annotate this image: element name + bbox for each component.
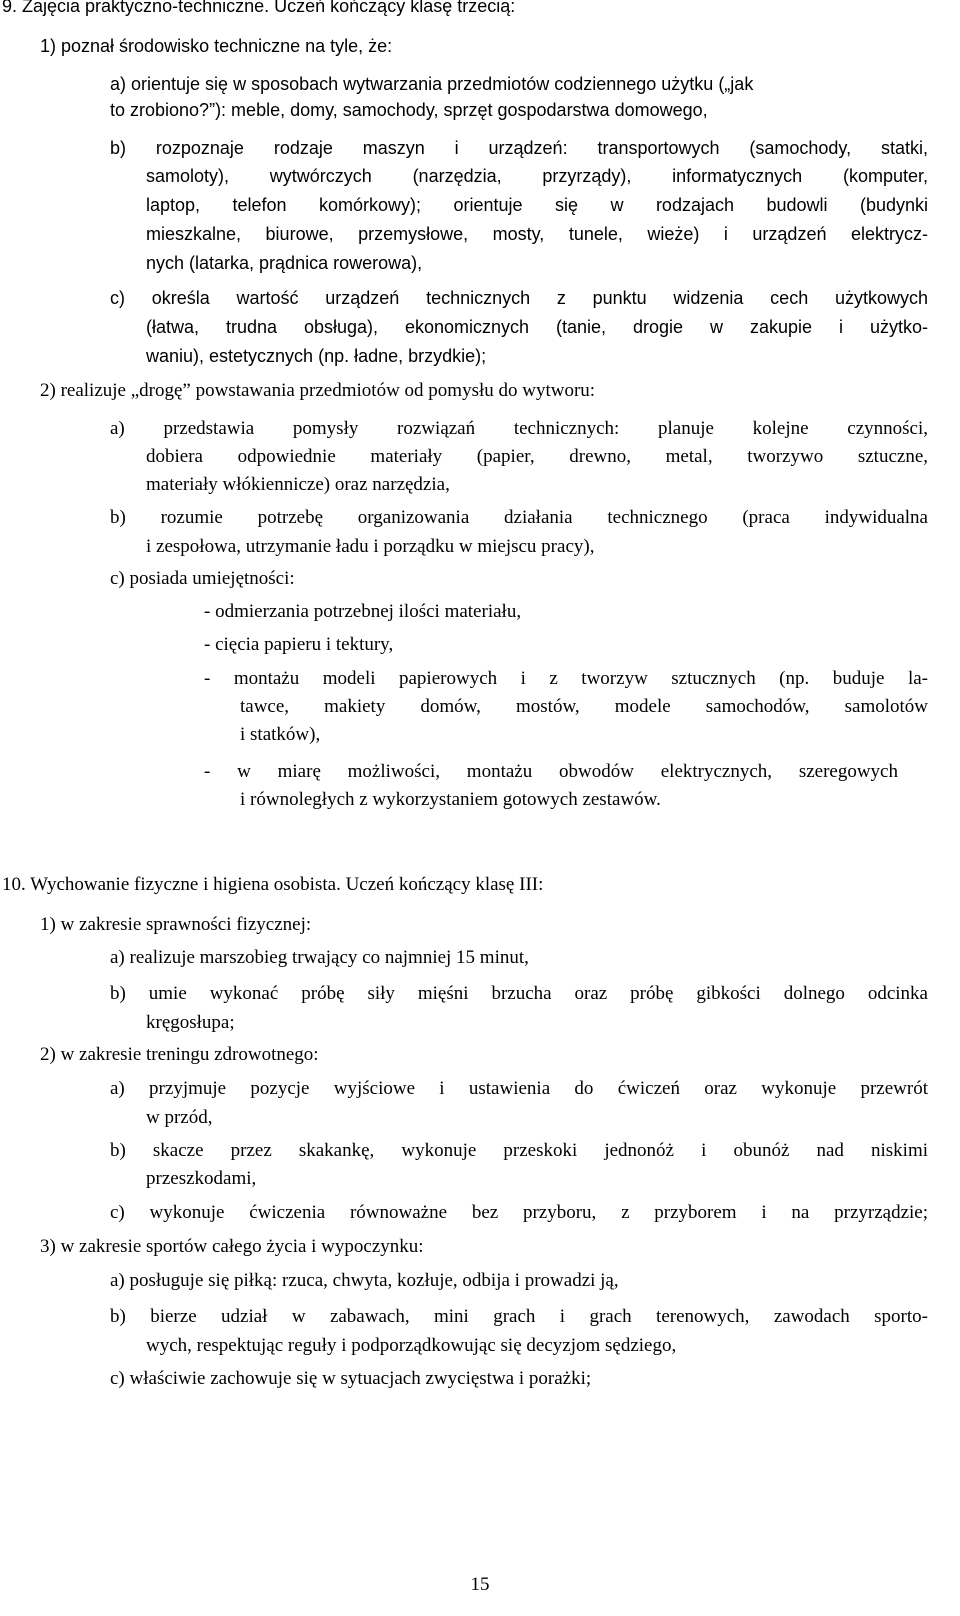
list-item: 2) w zakresie treningu zdrowotnego: (40, 1044, 319, 1065)
dash-item: - w miarę możliwości, montażu obwodów elektrycznych, szeregowych (204, 761, 898, 782)
list-item: b) skacze przez skakankę, wykonuje przeskoki jednonóż i obunóż nad niskimi (110, 1140, 928, 1161)
list-item-continuation: laptop, telefon komórkowy); orientuje się w rodzajach budowli (budynki (146, 195, 928, 215)
list-item: 1) poznał środowisko techniczne na tyle, że: (40, 36, 393, 56)
list-item: b) rozumie potrzebę organizowania działania technicznego (praca indywidualna (110, 507, 928, 528)
list-item: a) przyjmuje pozycje wyjściowe i ustawienia do ćwiczeń oraz wykonuje przewrót (110, 1078, 928, 1099)
section-intro: Uczeń kończący klasę III: (340, 874, 544, 895)
list-item-continuation: (łatwa, trudna obsługa), ekonomicznych (tanie, drogie w zakupie i użytko- (146, 317, 928, 337)
list-item: a) realizuje marszobieg trwający co najmniej 15 minut, (110, 947, 529, 968)
list-item: b) umie wykonać próbę siły mięśni brzucha oraz próbę gibkości dolnego odcinka (110, 983, 928, 1004)
dash-item: - odmierzania potrzebnej ilości materiału, (204, 601, 522, 622)
list-item: 1) w zakresie sprawności fizycznej: (40, 914, 312, 935)
section-title: 9. Zajęcia praktyczno-techniczne. (2, 0, 270, 16)
list-item: 2) realizuje „drogę” powstawania przedmiotów od pomysłu do wytworu: (40, 380, 596, 401)
list-item-continuation: wych, respektując reguły i podporządkowując się decyzjom sędziego, (146, 1335, 677, 1356)
dash-item-continuation: i równoległych z wykorzystaniem gotowych zestawów. (240, 789, 661, 810)
dash-item-continuation: i statków), (240, 724, 321, 745)
list-item-continuation: kręgosłupa; (146, 1012, 235, 1033)
list-item-continuation: waniu), estetycznych (np. ładne, brzydkie); (146, 346, 487, 366)
list-item: a) przedstawia pomysły rozwiązań technicznych: planuje kolejne czynności, (110, 418, 928, 439)
list-item-continuation: nych (latarka, prądnica rowerowa), (146, 253, 423, 273)
list-item-continuation: dobiera odpowiednie materiały (papier, drewno, metal, tworzywo sztuczne, (146, 446, 928, 467)
section-heading (2, 873, 543, 897)
list-item-continuation: to zrobiono?”): meble, domy, samochody, sprzęt gospodarstwa domowego, (110, 100, 708, 120)
list-item: c) posiada umiejętności: (110, 568, 295, 589)
dash-item: - montażu modeli papierowych i z tworzyw sztucznych (np. buduje la- (204, 668, 928, 689)
list-item: b) rozpoznaje rodzaje maszyn i urządzeń: transportowych (samochody, statki, (110, 138, 928, 158)
list-item-continuation: w przód, (146, 1107, 213, 1128)
section-heading (2, 0, 515, 19)
list-item: a) orientuje się w sposobach wytwarzania przedmiotów codziennego użytku („jak (110, 74, 754, 94)
page-number: 15 (470, 1574, 490, 1595)
list-item: a) posługuje się piłką: rzuca, chwyta, kozłuje, odbija i prowadzi ją, (110, 1270, 619, 1291)
list-item: c) wykonuje ćwiczenia równoważne bez przyboru, z przyborem i na przyrządzie; (110, 1202, 928, 1223)
list-item: c) określa wartość urządzeń technicznych z punktu widzenia cech użytkowych (110, 288, 928, 308)
list-item-continuation: samoloty), wytwórczych (narzędzia, przyrządy), informatycznych (komputer, (146, 166, 928, 186)
list-item-continuation: i zespołowa, utrzymanie ładu i porządku w miejscu pracy), (146, 536, 595, 557)
list-item-continuation: materiały włókiennicze) oraz narzędzia, (146, 474, 450, 495)
dash-item: - cięcia papieru i tektury, (204, 634, 394, 655)
list-item: b) bierze udział w zabawach, mini grach i grach terenowych, zawodach sporto- (110, 1306, 928, 1327)
section-title: 10. Wychowanie fizyczne i higiena osobista. (2, 874, 341, 895)
dash-item-continuation: tawce, makiety domów, mostów, modele samochodów, samolotów (240, 696, 928, 717)
list-item-continuation: mieszkalne, biurowe, przemysłowe, mosty, tunele, wieże) i urządzeń elektrycz- (146, 224, 928, 244)
section-intro: Uczeń kończący klasę trzecią: (269, 0, 516, 16)
list-item: 3) w zakresie sportów całego życia i wypoczynku: (40, 1236, 424, 1257)
list-item: c) właściwie zachowuje się w sytuacjach zwycięstwa i porażki; (110, 1368, 592, 1389)
list-item-continuation: przeszkodami, (146, 1168, 257, 1189)
